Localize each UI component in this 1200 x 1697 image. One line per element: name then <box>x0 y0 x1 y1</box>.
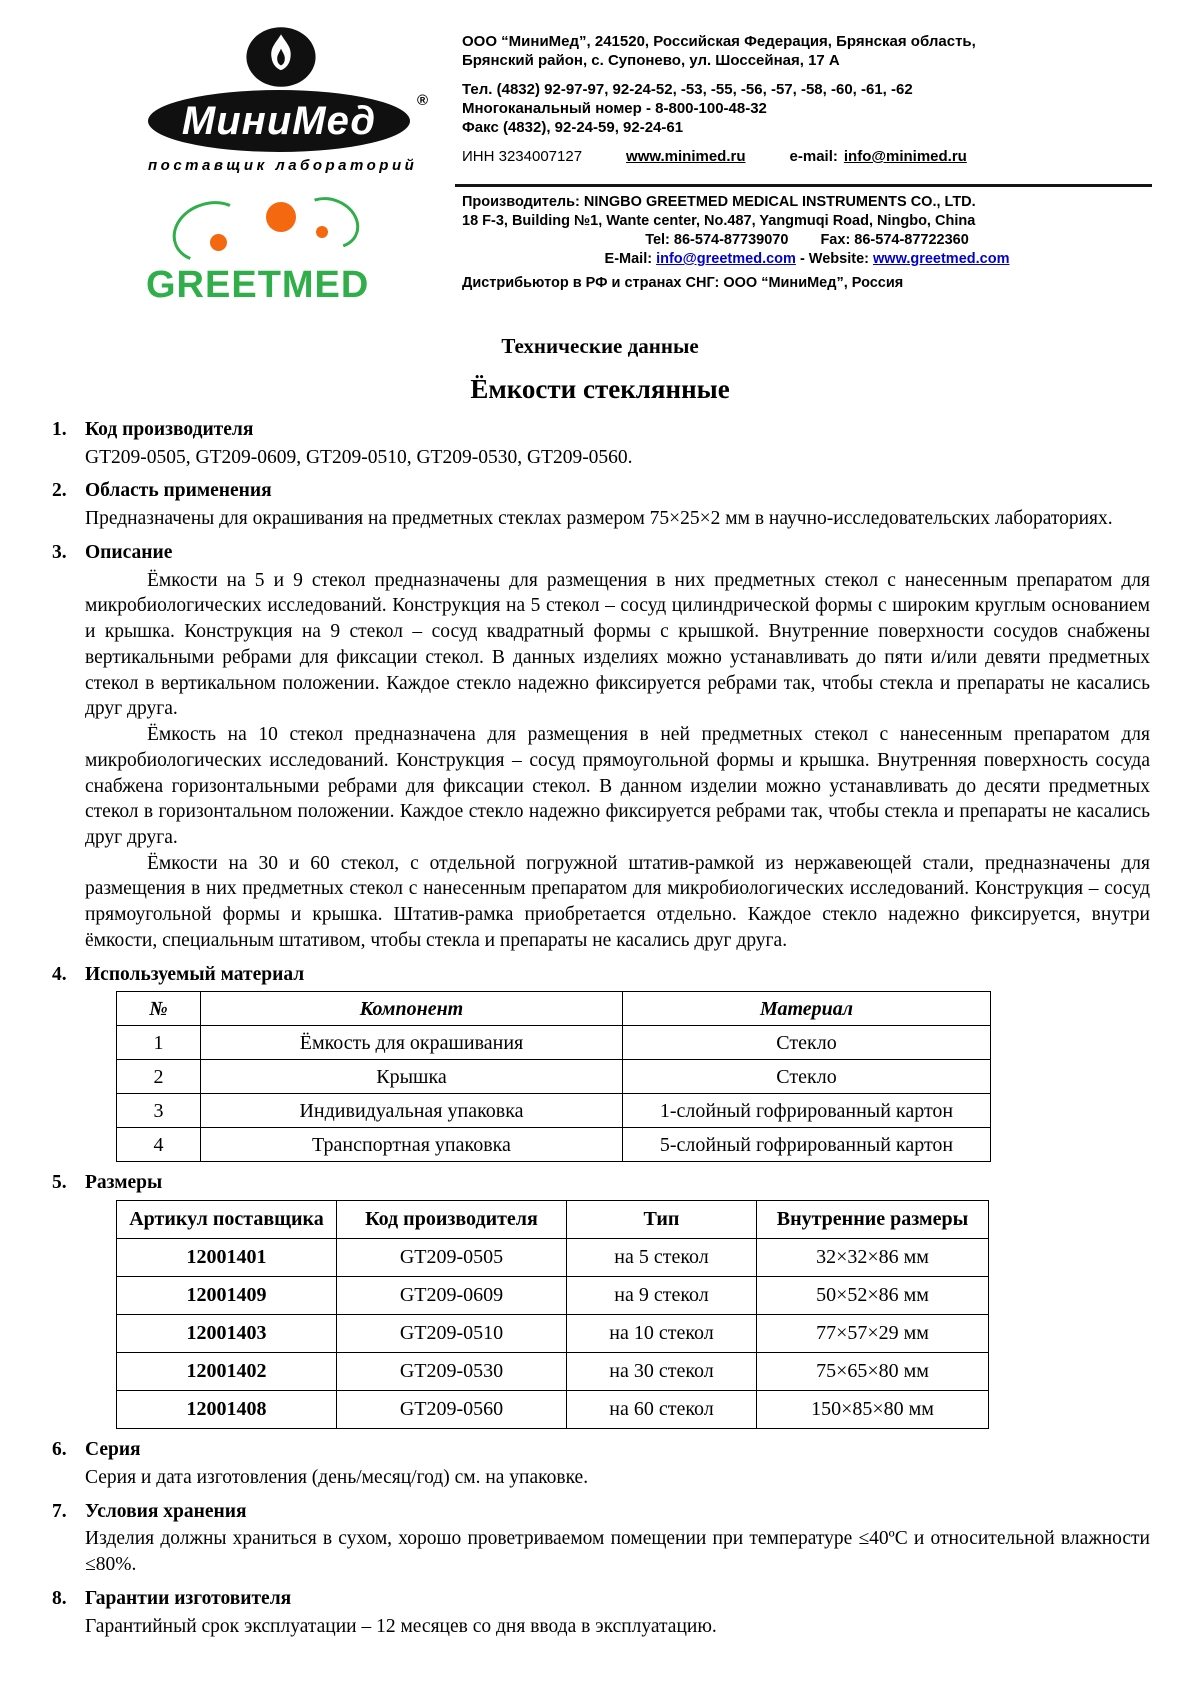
section-number: 4. <box>52 963 67 985</box>
document-body <box>0 417 1200 1639</box>
table-cell: на 30 стекол <box>567 1353 757 1391</box>
column-header: Внутренние размеры <box>757 1201 989 1239</box>
table-cell: на 5 стекол <box>567 1239 757 1277</box>
company-ids-row <box>462 147 1152 166</box>
manufacturer-phones <box>462 231 1152 250</box>
table-cell: GT209-0510 <box>337 1315 567 1353</box>
table-cell: 1-слойный гофрированный картон <box>623 1094 991 1128</box>
distributor-line: Дистрибьютор в РФ и странах СНГ: ООО “МиниМед”, Россия <box>462 275 904 291</box>
table-row <box>117 1353 989 1391</box>
section-dimensions <box>52 1170 1150 1429</box>
section-paragraph: Ёмкости на 30 и 60 стекол, с отдельной погружной штатив-рамкой из нержавеющей стали, предназначены для размещения в них предметных стекол с нанесенным препаратом для микробиологических исследований. Конструкция – сосуд прямоугольной формы и крышка. Штатив-рамка приобретается отдельно. Каждое стекло надежно фиксируется, внутри ёмкости, специальным штативом, чтобы стекла и препараты не касались друг друга. <box>85 852 1150 951</box>
company-inn: ИНН 3234007127 <box>462 148 583 165</box>
section-heading: Используемый материал <box>85 963 305 985</box>
table-row <box>117 1239 989 1277</box>
section-heading: Гарантии изготовителя <box>85 1587 292 1609</box>
table-cell: 12001401 <box>117 1239 337 1277</box>
column-header: Код производителя <box>337 1201 567 1239</box>
greetmed-logo-text: GREETMED <box>146 264 370 306</box>
table-cell: на 9 стекол <box>567 1277 757 1315</box>
table-cell: 77×57×29 мм <box>757 1315 989 1353</box>
table-cell: 32×32×86 мм <box>757 1239 989 1277</box>
table-cell: на 60 стекол <box>567 1391 757 1429</box>
minimed-logo-text: МиниМед <box>181 98 377 143</box>
manufacturer-line: Производитель: NINGBO GREETMED MEDICAL INSTRUMENTS CO., LTD. <box>462 194 976 210</box>
manufacturer-block <box>462 193 1152 293</box>
table-row <box>117 1315 989 1353</box>
table-cell: 50×52×86 мм <box>757 1277 989 1315</box>
section-text: Изделия должны храниться в сухом, хорошо проветриваемом помещении при температуре ≤40ºС и относительной влажности ≤80%. <box>85 1528 1150 1576</box>
table-row <box>117 1391 989 1429</box>
minimed-logo-oval <box>148 90 410 152</box>
email-label: e-mail: <box>789 148 838 165</box>
table-row <box>117 1128 991 1162</box>
table-cell: 75×65×80 мм <box>757 1353 989 1391</box>
table-row <box>117 1060 991 1094</box>
flame-icon <box>245 26 317 88</box>
section-number: 5. <box>52 1172 67 1194</box>
greetmed-email-link[interactable]: info@greetmed.com <box>656 251 796 267</box>
section-heading: Описание <box>85 541 173 563</box>
section-number: 6. <box>52 1439 67 1461</box>
section-storage <box>52 1499 1150 1578</box>
table-header-row <box>117 1201 989 1239</box>
greetmed-logo <box>146 194 416 312</box>
email-label: E-Mail: <box>604 251 653 267</box>
section-description <box>52 540 1150 954</box>
section-number: 3. <box>52 541 67 563</box>
table-cell: 1 <box>117 1026 201 1060</box>
section-heading: Область применения <box>85 480 272 502</box>
table-cell: 2 <box>117 1060 201 1094</box>
company-phone-line: Многоканальный номер - 8-800-100-48-32 <box>462 100 767 117</box>
orange-dot-icon <box>266 202 296 232</box>
section-number: 8. <box>52 1587 67 1609</box>
company-contact-block <box>462 32 1152 166</box>
greetmed-swirl-icon <box>146 194 416 264</box>
table-cell: 3 <box>117 1094 201 1128</box>
minimed-email-link[interactable]: info@minimed.ru <box>843 148 967 165</box>
section-heading-row <box>52 962 1150 988</box>
page-title: Ёмкости стеклянные <box>470 374 730 404</box>
table-row <box>117 1026 991 1060</box>
header-divider <box>455 184 1152 187</box>
green-arc-icon <box>291 188 367 258</box>
minimed-tagline: поставщик лабораторий <box>148 157 418 174</box>
table-cell: Индивидуальная упаковка <box>201 1094 623 1128</box>
table-cell: 12001408 <box>117 1391 337 1429</box>
manufacturer-address: 18 F-3, Building №1, Wante center, No.487, Yangmuqi Road, Ningbo, China <box>462 213 976 229</box>
table-cell: 12001409 <box>117 1277 337 1315</box>
minimed-logo <box>148 26 428 174</box>
section-series <box>52 1437 1150 1490</box>
minimed-website-link[interactable]: www.minimed.ru <box>626 148 746 165</box>
table-cell: GT209-0505 <box>337 1239 567 1277</box>
table-cell: 5-слойный гофрированный картон <box>623 1128 991 1162</box>
column-header: № <box>117 992 201 1026</box>
section-heading-row <box>52 478 1150 504</box>
table-header-row <box>117 992 991 1026</box>
section-heading: Размеры <box>85 1172 163 1194</box>
section-heading-row <box>52 1586 1150 1612</box>
document-subtitle: Технические данные <box>501 334 699 358</box>
section-heading-row <box>52 1437 1150 1463</box>
manufacturer-tel: Tel: 86-574-87739070 <box>645 232 789 248</box>
company-phone-line: Факс (4832), 92-24-59, 92-24-61 <box>462 119 684 136</box>
section-heading: Код производителя <box>85 419 254 440</box>
registered-trademark-icon: ® <box>416 92 428 109</box>
section-text: GT209-0505, GT209-0609, GT209-0510, GT209-0530, GT209-0560. <box>85 446 633 468</box>
section-application <box>52 478 1150 531</box>
table-cell: Ёмкость для окрашивания <box>201 1026 623 1060</box>
column-header: Артикул поставщика <box>117 1201 337 1239</box>
table-cell: 4 <box>117 1128 201 1162</box>
section-material <box>52 962 1150 1163</box>
website-label: - Website: <box>799 251 869 267</box>
manufacturer-fax: Fax: 86-574-87722360 <box>820 232 969 248</box>
table-cell: Транспортная упаковка <box>201 1128 623 1162</box>
section-number: 7. <box>52 1500 67 1522</box>
section-paragraph: Ёмкость на 10 стекол предназначена для размещения в ней предметных стекол с нанесенным препаратом для микробиологических исследований. Конструкция – сосуд прямоугольной формы и крышка. Внутренняя поверхность сосуда снабжена горизонтальными ребрами для фиксации стекол. В данном изделии можно устанавливать до десяти предметных стекол в горизонтальном положении. Каждое стекло надежно фиксируется ребрами так, чтобы стекла и препараты не касались друг друга. <box>85 724 1150 849</box>
section-text: Предназначены для окрашивания на предметных стеклах размером 75×25×2 мм в научно-исследовательских лабораториях. <box>85 508 1113 530</box>
section-manufacturer-code <box>52 417 1150 470</box>
table-cell: Крышка <box>201 1060 623 1094</box>
table-cell: 12001402 <box>117 1353 337 1391</box>
section-heading-row <box>52 1170 1150 1196</box>
document-header <box>0 0 1200 318</box>
section-text: Гарантийный срок эксплуатации – 12 месяцев со дня ввода в эксплуатацию. <box>85 1615 717 1637</box>
section-heading: Серия <box>85 1439 141 1461</box>
section-heading-row <box>52 417 1150 443</box>
table-cell: GT209-0560 <box>337 1391 567 1429</box>
greetmed-website-link[interactable]: www.greetmed.com <box>873 251 1010 267</box>
column-header: Компонент <box>201 992 623 1026</box>
table-cell: Стекло <box>623 1060 991 1094</box>
column-header: Тип <box>567 1201 757 1239</box>
section-heading: Условия хранения <box>85 1500 247 1522</box>
company-phone-line: Тел. (4832) 92-97-97, 92-24-52, -53, -55, -56, -57, -58, -60, -61, -62 <box>462 81 913 98</box>
table-row <box>117 1094 991 1128</box>
manufacturer-web-row <box>462 250 1152 269</box>
section-heading-row <box>52 1499 1150 1525</box>
company-address-line: ООО “МиниМед”, 241520, Российская Федерация, Брянская область, <box>462 33 976 50</box>
column-header: Материал <box>623 992 991 1026</box>
section-warranty <box>52 1586 1150 1639</box>
table-cell: GT209-0530 <box>337 1353 567 1391</box>
material-table <box>116 991 991 1162</box>
section-paragraph: Ёмкости на 5 и 9 стекол предназначены для размещения в них предметных стекол с нанесенным препаратом для микробиологических исследований. Конструкция на 5 стекол – сосуд цилиндрической формы с широким круглым основанием и крышка. Конструкция на 9 стекол – сосуд квадратный формы с крышкой. Внутренние поверхности сосудов снабжены вертикальными ребрами для фиксации стекол. В данных изделиях можно устанавливать до пяти и/или девяти предметных стекол в вертикальном положении. Каждое стекло надежно фиксируется ребрами так, чтобы стекла и препараты не касались друг друга. <box>85 569 1150 720</box>
table-row <box>117 1277 989 1315</box>
dimensions-table <box>116 1200 989 1429</box>
section-heading-row <box>52 540 1150 566</box>
section-text: Серия и дата изготовления (день/месяц/год) см. на упаковке. <box>85 1466 589 1488</box>
table-cell: Стекло <box>623 1026 991 1060</box>
green-arc-icon <box>165 192 256 273</box>
table-cell: на 10 стекол <box>567 1315 757 1353</box>
section-number: 1. <box>52 419 67 440</box>
table-cell: 12001403 <box>117 1315 337 1353</box>
company-address-line: Брянский район, с. Супонево, ул. Шоссейная, 17 А <box>462 52 840 69</box>
section-number: 2. <box>52 480 67 502</box>
table-cell: 150×85×80 мм <box>757 1391 989 1429</box>
table-cell: GT209-0609 <box>337 1277 567 1315</box>
